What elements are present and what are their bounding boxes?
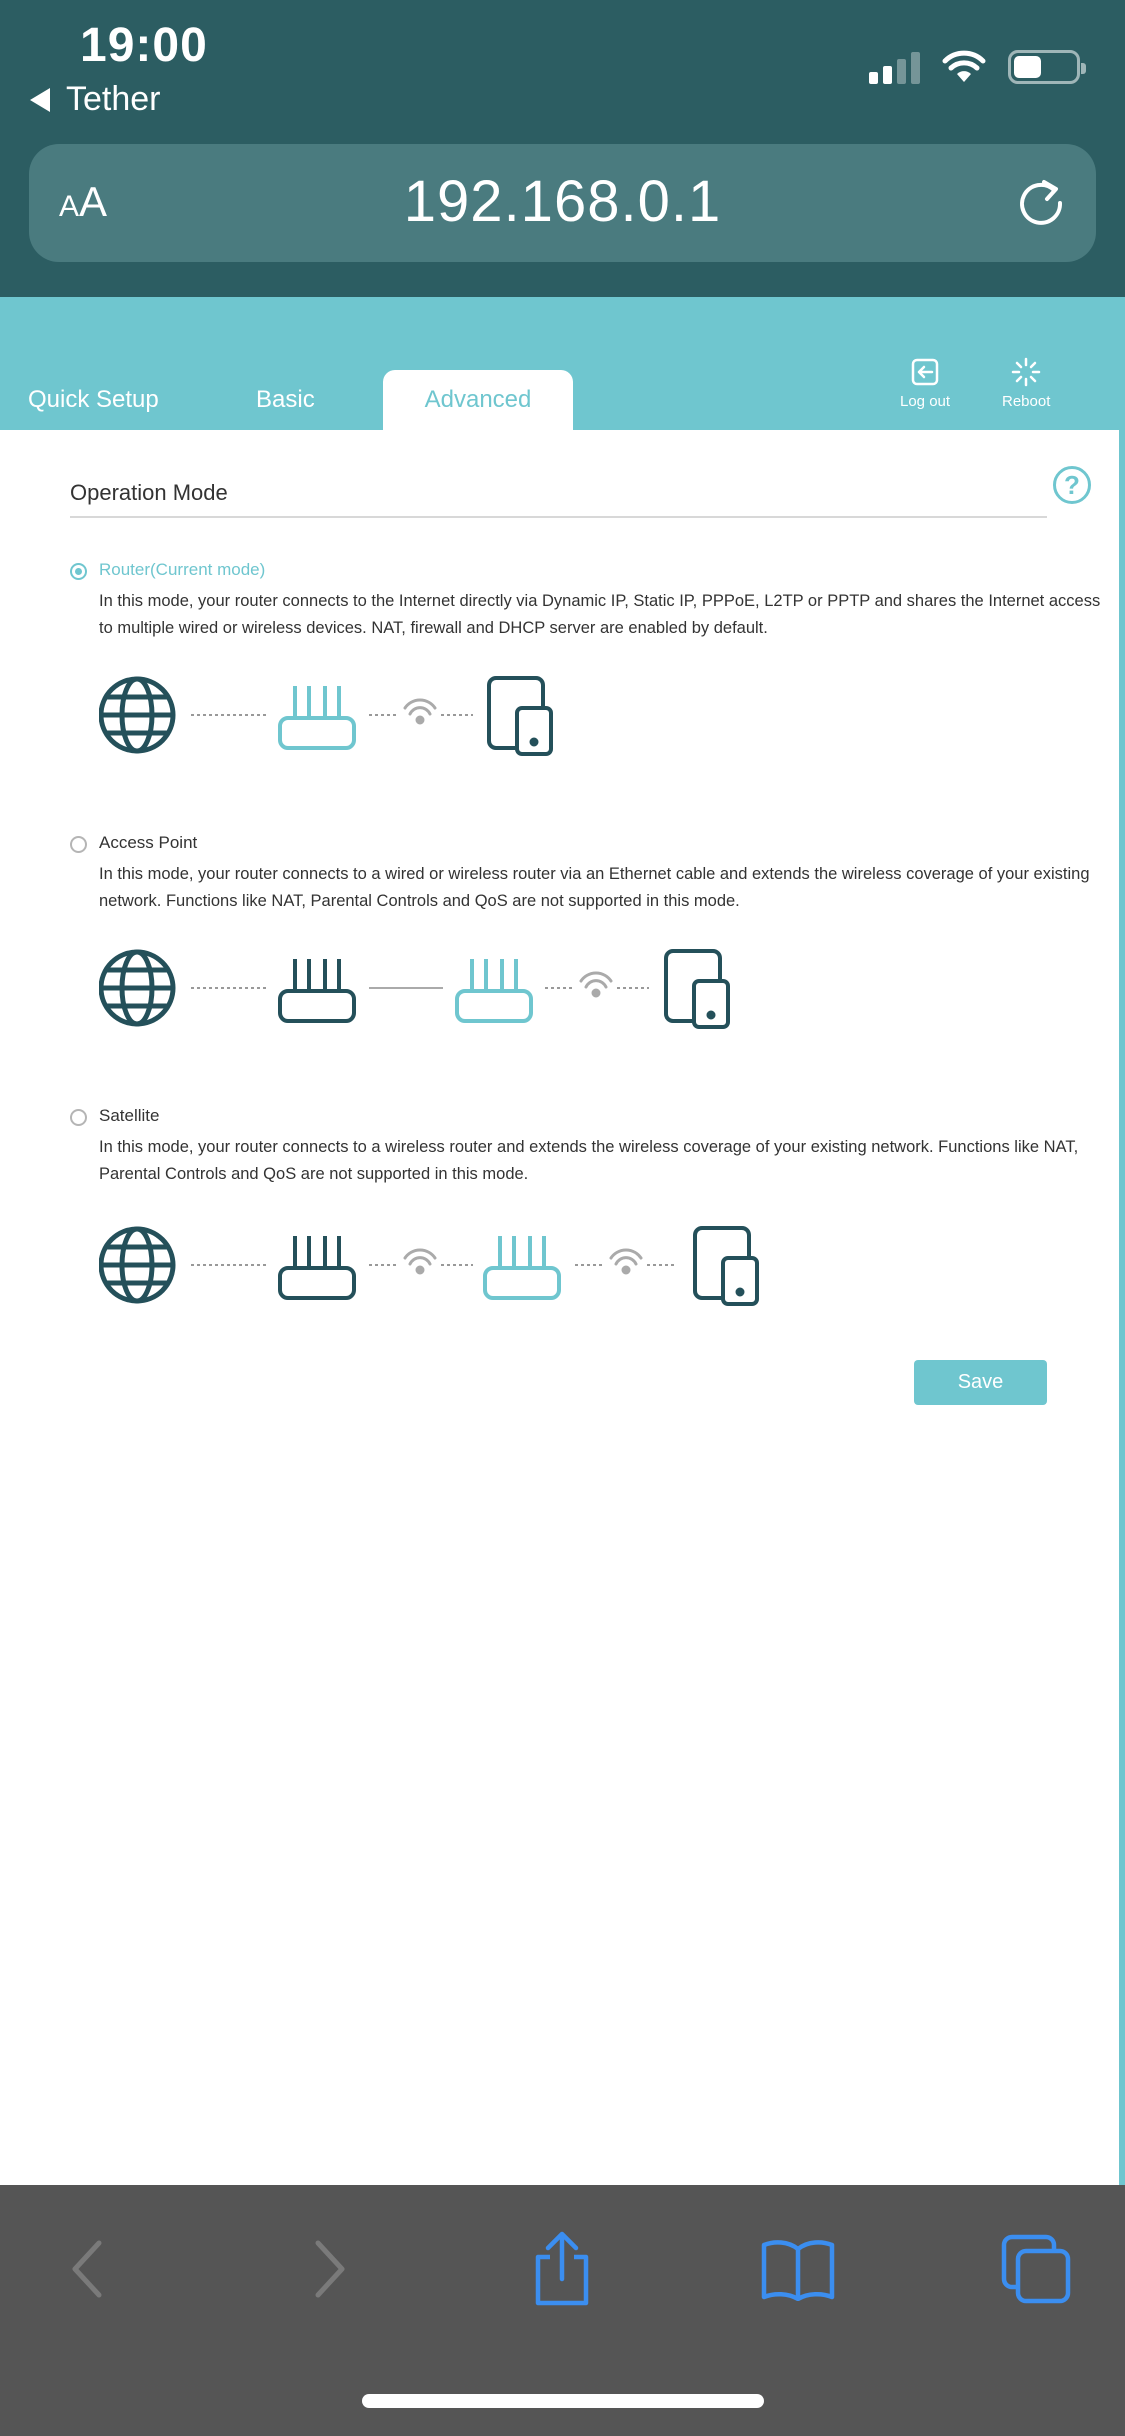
wireless-icon <box>405 1250 435 1273</box>
wifi-icon <box>942 50 986 84</box>
main-content <box>0 430 1119 2185</box>
back-to-app-button[interactable] <box>30 80 161 119</box>
router-icon <box>280 686 354 748</box>
reboot-button[interactable] <box>1002 357 1050 410</box>
access-point-router-icon <box>457 959 531 1021</box>
app-nav-bar <box>0 297 1125 430</box>
browser-forward-button[interactable] <box>290 2229 370 2309</box>
tabs-icon <box>1000 2233 1072 2305</box>
address-bar[interactable] <box>29 144 1096 262</box>
router-mode-radio[interactable] <box>70 563 87 580</box>
status-icons <box>869 50 1080 84</box>
globe-icon <box>101 1229 173 1301</box>
url-text[interactable]: 192.168.0.1 <box>403 169 722 234</box>
browser-back-button[interactable] <box>47 2229 127 2309</box>
status-and-address-bar <box>0 0 1125 297</box>
chevron-left-icon <box>67 2239 107 2299</box>
book-icon <box>760 2237 836 2301</box>
bookmarks-button[interactable] <box>758 2229 838 2309</box>
share-button[interactable] <box>522 2229 602 2309</box>
access-point-mode-diagram <box>99 943 759 1033</box>
router-mode-label[interactable]: Router(Current mode) <box>99 560 266 579</box>
satellite-mode-diagram <box>99 1220 799 1310</box>
router-mode-diagram <box>99 670 559 760</box>
main-router-icon <box>280 959 354 1021</box>
browser-toolbar <box>0 2185 1125 2436</box>
client-devices-icon <box>489 678 551 754</box>
access-point-mode-radio[interactable] <box>70 836 87 853</box>
logout-label: Log out <box>900 393 951 410</box>
access-point-mode-label[interactable]: Access Point <box>99 833 198 852</box>
chevron-right-icon <box>310 2239 350 2299</box>
client-devices-icon <box>695 1228 757 1304</box>
save-button[interactable]: Save <box>914 1360 1047 1405</box>
satellite-mode-radio[interactable] <box>70 1109 87 1126</box>
tab-basic[interactable]: Basic <box>256 386 315 413</box>
logout-button[interactable] <box>900 357 950 410</box>
globe-icon <box>101 952 173 1024</box>
globe-icon <box>101 679 173 751</box>
main-router-icon <box>280 1236 354 1298</box>
reload-icon[interactable] <box>1014 176 1068 230</box>
status-time: 19:00 <box>80 19 208 72</box>
client-devices-icon <box>666 951 728 1027</box>
access-point-mode-description: In this mode, your router connects to a wired or wireless router via an Ethernet cable and extends the wireless coverage of your existing network. Functions like NAT, Parental Controls and QoS are not supported in this mode. <box>99 865 1090 910</box>
logout-icon <box>910 357 940 387</box>
text-size-large-a: A <box>79 178 108 225</box>
text-size-small-a: A <box>59 190 80 223</box>
title-divider <box>70 516 1047 518</box>
wireless-icon-2 <box>611 1250 641 1273</box>
tabs-button[interactable] <box>996 2229 1076 2309</box>
cellular-signal-icon <box>869 50 920 84</box>
battery-icon <box>1008 50 1080 84</box>
back-triangle-icon <box>30 88 50 112</box>
reboot-icon <box>1011 357 1041 387</box>
back-app-label: Tether <box>66 80 161 118</box>
home-indicator <box>362 2394 764 2408</box>
share-icon <box>530 2231 594 2307</box>
wireless-icon <box>405 700 435 723</box>
router-mode-description: In this mode, your router connects to the Internet directly via Dynamic IP, Static IP, PPPoE, L2TP or PPTP and shares the Internet access to multiple wired or wireless devices. NAT, firewall and DHCP server are enabled by default. <box>99 592 1101 637</box>
satellite-mode-description: In this mode, your router connects to a wireless router and extends the wireless coverage of your existing network. Functions like NAT, Parental Controls and QoS are not supported in this mode. <box>99 1138 1079 1183</box>
tab-quick-setup[interactable]: Quick Setup <box>28 386 159 413</box>
satellite-mode-label[interactable]: Satellite <box>99 1106 160 1125</box>
reboot-label: Reboot <box>1002 393 1051 410</box>
satellite-router-icon <box>485 1236 559 1298</box>
help-icon[interactable]: ? <box>1053 466 1091 504</box>
tab-advanced[interactable]: Advanced <box>383 370 573 430</box>
content-edge-bar <box>1119 430 1125 2185</box>
wireless-icon <box>581 973 611 996</box>
page-title: Operation Mode <box>70 480 228 505</box>
